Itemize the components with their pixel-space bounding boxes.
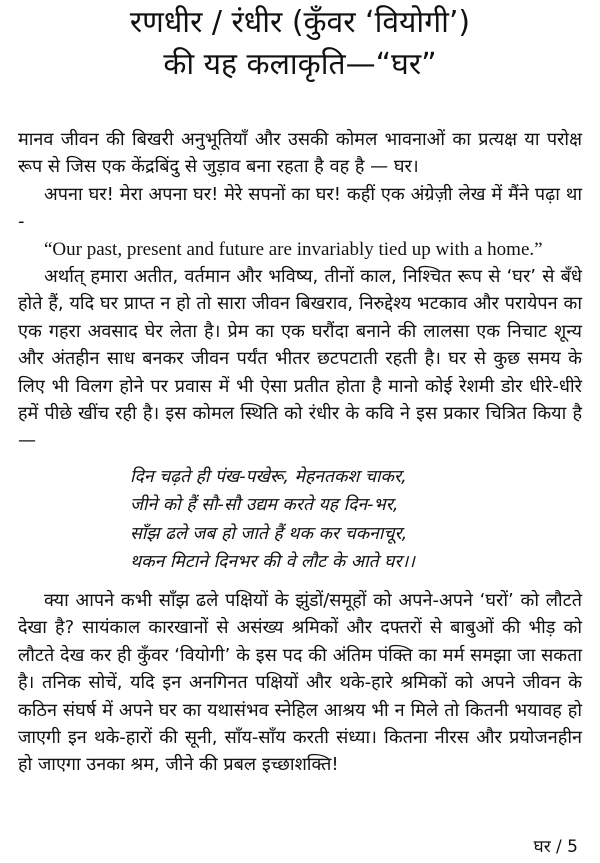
paragraph-my-home: अपना घर! मेरा अपना घर! मेरे सपनों का घर! कहीं एक अंग्रेज़ी लेख में मैंने पढ़ा था - xyxy=(18,183,582,233)
poem-line: साँझ ढले जब हो जाते हैं थक कर चकनाचूर, xyxy=(130,523,408,544)
paragraph-intro: मानव जीवन की बिखरी अनुभूतियाँ और उसकी कोमल भावनाओं का प्रत्यक्ष या परोक्ष रूप से जिस एक केंद्रबिंदु से जुड़ाव बना रहता है वह है — घर। xyxy=(18,129,582,178)
page-title-line-1: रणधीर / रंधीर (कुँवर ‘वियोगी’) xyxy=(129,5,471,40)
poem-stanza xyxy=(130,463,582,577)
english-quote: “Our past, present and future are invariably tied up with a home.” xyxy=(44,238,543,260)
article-body xyxy=(18,126,582,779)
poem-line: जीने को हैं सौ-सौ उद्यम करते यह दिन-भर, xyxy=(130,495,399,516)
poem-line: दिन चढ़ते ही पंख-पखेरू, मेहनतकश चाकर, xyxy=(130,466,407,487)
paragraph-closing: क्या आपने कभी साँझ ढले पक्षियों के झुंडों/समूहों को अपने-अपने ‘घरों’ को लौटते देखा है? सायंकाल कारखानों से असंख्य श्रमिकों और दफ्तरों से बाबुओं की भीड़ को लौटते देख कर ही कुँवर ‘वियोगी’ के इस पद की अंतिम पंक्ति का मर्म समझा जा सकता है। तनिक सोचें, यदि इन अनगिनत पक्षियों और थके-हारे श्रमिकों को अपने जीवन के कठिन संघर्ष में अपने घर का यथासंभव स्नेहिल आश्रय भी न मिले तो कितनी भयावह हो जाएगी इन थके-हारों की सूनी, साँय-साँय करती संध्या। कितना नीरस और प्रयोजनहीन हो जाएगा उनका श्रम, जीने की प्रबल इच्छाशक्ति! xyxy=(18,589,582,776)
page-number: घर / 5 xyxy=(533,837,578,857)
page-title-line-2: की यह कलाकृति—“घर” xyxy=(163,47,437,82)
poem-line: थकन मिटाने दिनभर की वे लौट के आते घर।। xyxy=(130,552,415,573)
paragraph-meaning: अर्थात् हमारा अतीत, वर्तमान और भविष्य, तीनों काल, निश्चित रूप से ‘घर’ से बँधे होते हैं, यदि घर प्राप्त न हो तो सारा जीवन बिखराव, निरुद्देश्य भटकाव और परायेपन का एक गहरा अवसाद घेर लेता है। प्रेम का एक घरौंदा बनाने की लालसा एक निचाट शून्य और अंतहीन साध बनकर जीवन पर्यंत भीतर छटपटाती रहती है। घर से कुछ समय के लिए भी विलग होने पर प्रवास में भी ऐसा प्रतीत होता है मानो कोई रेशमी डोर धीरे-धीरे हमें पीछे खींच रही है। इस कोमल स्थिति को रंधीर के कवि ने इस प्रकार चित्रित किया है— xyxy=(18,266,582,452)
